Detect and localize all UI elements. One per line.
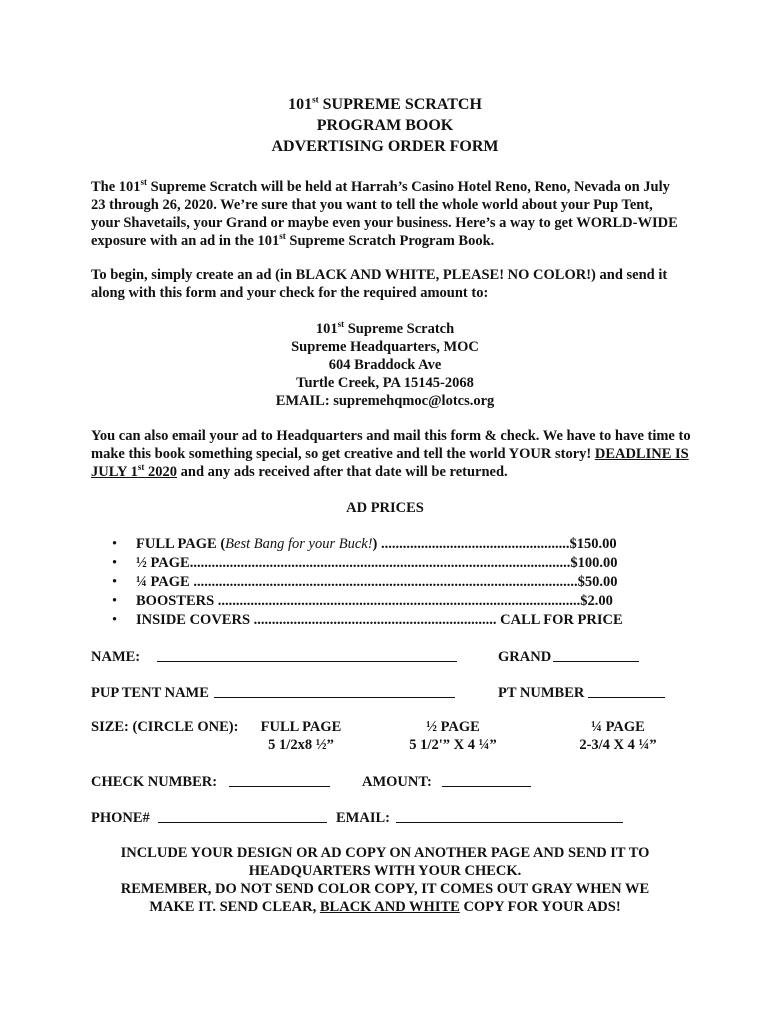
price-item-full-page — [112, 535, 652, 554]
footer-line-1: INCLUDE YOUR DESIGN OR AD COPY ON ANOTHER PAGE AND SEND IT TO — [120, 845, 650, 861]
name-field[interactable] — [157, 648, 457, 662]
price-item-inside-covers — [112, 611, 652, 630]
email-note-text-b: and any ads received after that date will be returned. — [177, 464, 508, 480]
title-ordinal: st — [312, 94, 319, 105]
price-leader-dots: ................................................................... — [253, 612, 497, 628]
pup-tent-name-field[interactable] — [214, 684, 455, 698]
email-label: EMAIL: — [336, 810, 390, 826]
title-line-3: ADVERTISING ORDER FORM — [271, 138, 499, 155]
address-line-2: Supreme Headquarters, MOC — [291, 339, 479, 355]
pt-number-label: PT NUMBER — [498, 685, 585, 701]
price-label: ½ PAGE — [136, 555, 190, 571]
price-label-end: ) — [372, 536, 382, 552]
price-note: Best Bang for your Buck! — [225, 536, 373, 552]
footer-line-3: REMEMBER, DO NOT SEND COLOR COPY, IT COMES OUT GRAY WHEN WE — [120, 881, 650, 897]
price-item-quarter-page — [112, 573, 652, 592]
deadline-ordinal: st — [137, 462, 145, 473]
address-event: Supreme Scratch — [344, 321, 455, 337]
price-label: BOOSTERS — [136, 593, 218, 609]
address-line-4: Turtle Creek, PA 15145-2068 — [296, 375, 474, 391]
address-ordinal: st — [337, 319, 345, 330]
amount-field[interactable] — [442, 773, 531, 787]
size-half-dimensions: 5 1/2'” X 4 ¼” — [409, 737, 497, 753]
price-label: ¼ PAGE — [136, 574, 194, 590]
title-line-1 — [0, 94, 770, 115]
size-quarter-dimensions: 2-3/4 X 4 ¼” — [579, 737, 657, 753]
price-value: $2.00 — [580, 593, 613, 609]
ad-prices-heading: AD PRICES — [346, 500, 424, 516]
address-email: EMAIL: supremehqmoc@lotcs.org — [275, 393, 495, 409]
price-leader-dots: .................................................................................................... — [217, 593, 581, 609]
price-leader-dots: .......................................................................................................... — [193, 574, 578, 590]
price-leader-dots: .................................................... — [381, 536, 570, 552]
name-label: NAME: — [91, 649, 141, 665]
footer-line-4-post: COPY FOR YOUR ADS! — [459, 899, 621, 915]
check-number-field[interactable] — [229, 773, 330, 787]
intro-ordinal-1: st — [140, 177, 148, 188]
email-note-paragraph — [91, 427, 691, 481]
size-option-half-page[interactable] — [398, 718, 508, 754]
size-option-full-page[interactable] — [256, 718, 346, 754]
price-value: $100.00 — [570, 555, 618, 571]
size-full-label: FULL PAGE — [260, 719, 342, 735]
price-leader-dots: ......................................................................................................... — [189, 555, 571, 571]
form-title — [0, 94, 770, 157]
size-half-label: ½ PAGE — [426, 719, 480, 735]
title-event: SUPREME SCRATCH — [318, 96, 482, 113]
address-line-3: 604 Braddock Ave — [328, 357, 442, 373]
footer-line-4-pre: MAKE IT. SEND CLEAR, — [149, 899, 320, 915]
ad-price-list — [112, 535, 652, 630]
pt-number-field[interactable] — [588, 684, 665, 698]
address-number: 101 — [315, 321, 338, 337]
amount-label: AMOUNT: — [362, 774, 432, 790]
size-option-quarter-page[interactable] — [568, 718, 668, 754]
price-value: CALL FOR PRICE — [496, 612, 623, 628]
price-label: INSIDE COVERS — [136, 612, 254, 628]
footer-black-and-white: BLACK AND WHITE — [319, 899, 460, 915]
title-line-2: PROGRAM BOOK — [316, 117, 454, 134]
size-quarter-label: ¼ PAGE — [591, 719, 645, 735]
phone-label: PHONE# — [91, 810, 150, 826]
deadline-pre: DEADLINE IS JULY 1 — [91, 446, 689, 480]
size-full-dimensions: 5 1/2x8 ½” — [268, 737, 334, 753]
footer-line-4 — [0, 898, 770, 916]
address-line-1 — [0, 320, 770, 338]
intro-text-a: The 101 — [91, 179, 141, 195]
intro-ordinal-2: st — [279, 231, 286, 242]
intro-text-c: Supreme Scratch Program Book. — [285, 233, 495, 249]
instructions-paragraph: To begin, simply create an ad (in BLACK AND WHITE, PLEASE! NO COLOR!) and send it along with this form and your check for the required amount to: — [91, 267, 668, 301]
footer-instructions — [0, 844, 770, 916]
price-item-half-page — [112, 554, 652, 573]
phone-field[interactable] — [158, 809, 327, 823]
check-number-label: CHECK NUMBER: — [91, 774, 218, 790]
footer-line-2: HEADQUARTERS WITH YOUR CHECK. — [248, 863, 522, 879]
price-value: $50.00 — [577, 574, 618, 590]
price-label: FULL PAGE ( — [136, 536, 226, 552]
intro-paragraph — [91, 178, 681, 250]
intro-text-b: Supreme Scratch will be held at Harrah’s Casino Hotel Reno, Reno, Nevada on July 23 through 26, 2020. We’re sure that you want to tell the whole world about your Pup Tent, your Shavetails, your Grand or maybe even your business. Here’s a way to get WORLD-WIDE exposure with an ad in the 101 — [91, 179, 678, 249]
price-item-boosters — [112, 592, 652, 611]
email-field[interactable] — [396, 809, 623, 823]
email-note-text: You can also email your ad to Headquarters and mail this form & check. We have to have time to make this book something special, so get creative and tell the world YOUR story! — [91, 428, 691, 462]
title-number: 101 — [288, 96, 313, 113]
mailing-address — [0, 320, 770, 410]
grand-field[interactable] — [553, 648, 639, 662]
deadline-year: 2020 — [144, 464, 177, 480]
pup-tent-name-label: PUP TENT NAME — [91, 685, 209, 701]
price-value: $150.00 — [569, 536, 617, 552]
size-label: SIZE: (CIRCLE ONE): — [91, 719, 239, 735]
grand-label: GRAND — [498, 649, 552, 665]
